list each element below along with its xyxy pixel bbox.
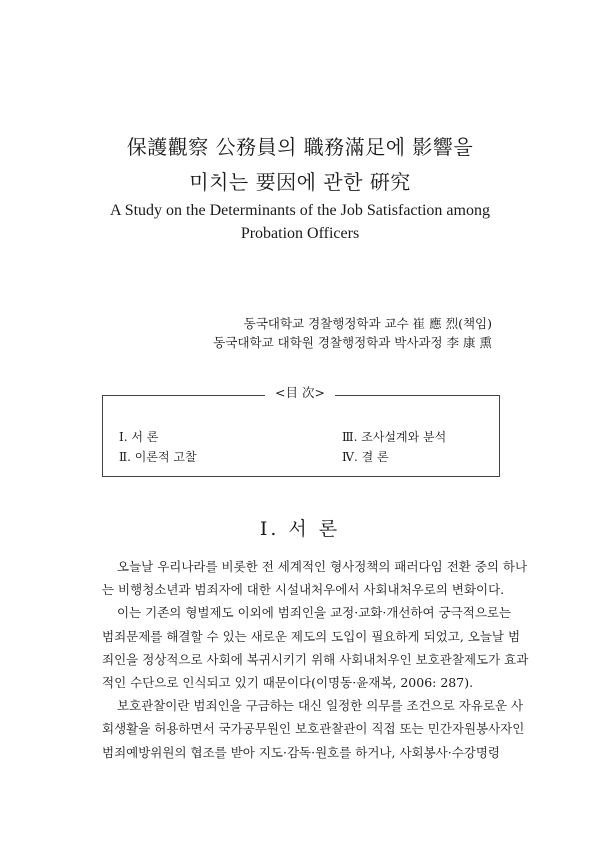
toc-item-introduction: Ⅰ. 서 론 — [119, 430, 159, 444]
body-line: 는 비행청소년과 범죄자에 대한 시설내처우에서 사회내처우로의 변화이다. — [102, 582, 505, 598]
section-heading: Ⅰ. 서 론 — [259, 518, 341, 540]
english-title-line-1: A Study on the Determinants of the Job Satisfaction among — [110, 202, 490, 219]
body-line: 오늘날 우리나라를 비롯한 전 세계적인 형사정책의 패러다임 전환 중의 하나 — [117, 559, 528, 574]
body-line: 죄인을 정상적으로 사회에 복귀시키기 위해 사회내처우인 보호관찰제도가 효과 — [102, 651, 529, 667]
body-line: 범죄예방위원의 협조를 받아 지도·감독·원호를 하거나, 사회봉사·수강명령 — [102, 744, 501, 760]
section-body — [102, 555, 529, 764]
body-line: 회생활을 허용하면서 국가공무원인 보호관찰관이 직접 또는 민간자원봉사자인 — [102, 721, 525, 737]
author-1: 동국대학교 경찰행정학과 교수 崔 應 烈(책임) — [243, 316, 492, 331]
toc-item-theory: Ⅱ. 이론적 고찰 — [119, 450, 197, 464]
english-title-line-2: Probation Officers — [240, 225, 360, 242]
body-line: 보호관찰이란 범죄인을 구금하는 대신 일정한 의무를 조건으로 자유로운 사 — [117, 698, 524, 714]
body-line: 이는 기존의 형벌제도 이외에 범죄인을 교정·교화·개선하여 궁극적으로는 — [117, 605, 512, 621]
toc-item-analysis: Ⅲ. 조사설계와 분석 — [342, 430, 447, 444]
toc-item-conclusion: Ⅳ. 결 론 — [342, 450, 389, 464]
korean-title-line-2: 미치는 要因에 관한 硏究 — [189, 170, 411, 194]
body-line: 적인 수단으로 인식되고 있기 때문이다(이명동·윤재복, 2006: 287). — [102, 675, 474, 691]
toc-heading: <目 次> — [0, 383, 600, 401]
author-2: 동국대학교 대학원 경찰행정학과 박사과정 李 康 熏 — [213, 335, 492, 350]
body-line: 범죄문제를 해결할 수 있는 새로운 제도의 도입이 필요하게 되었고, 오늘날 범 — [102, 628, 521, 644]
korean-title-line-1: 保護觀察 公務員의 職務滿足에 影響을 — [126, 135, 474, 159]
